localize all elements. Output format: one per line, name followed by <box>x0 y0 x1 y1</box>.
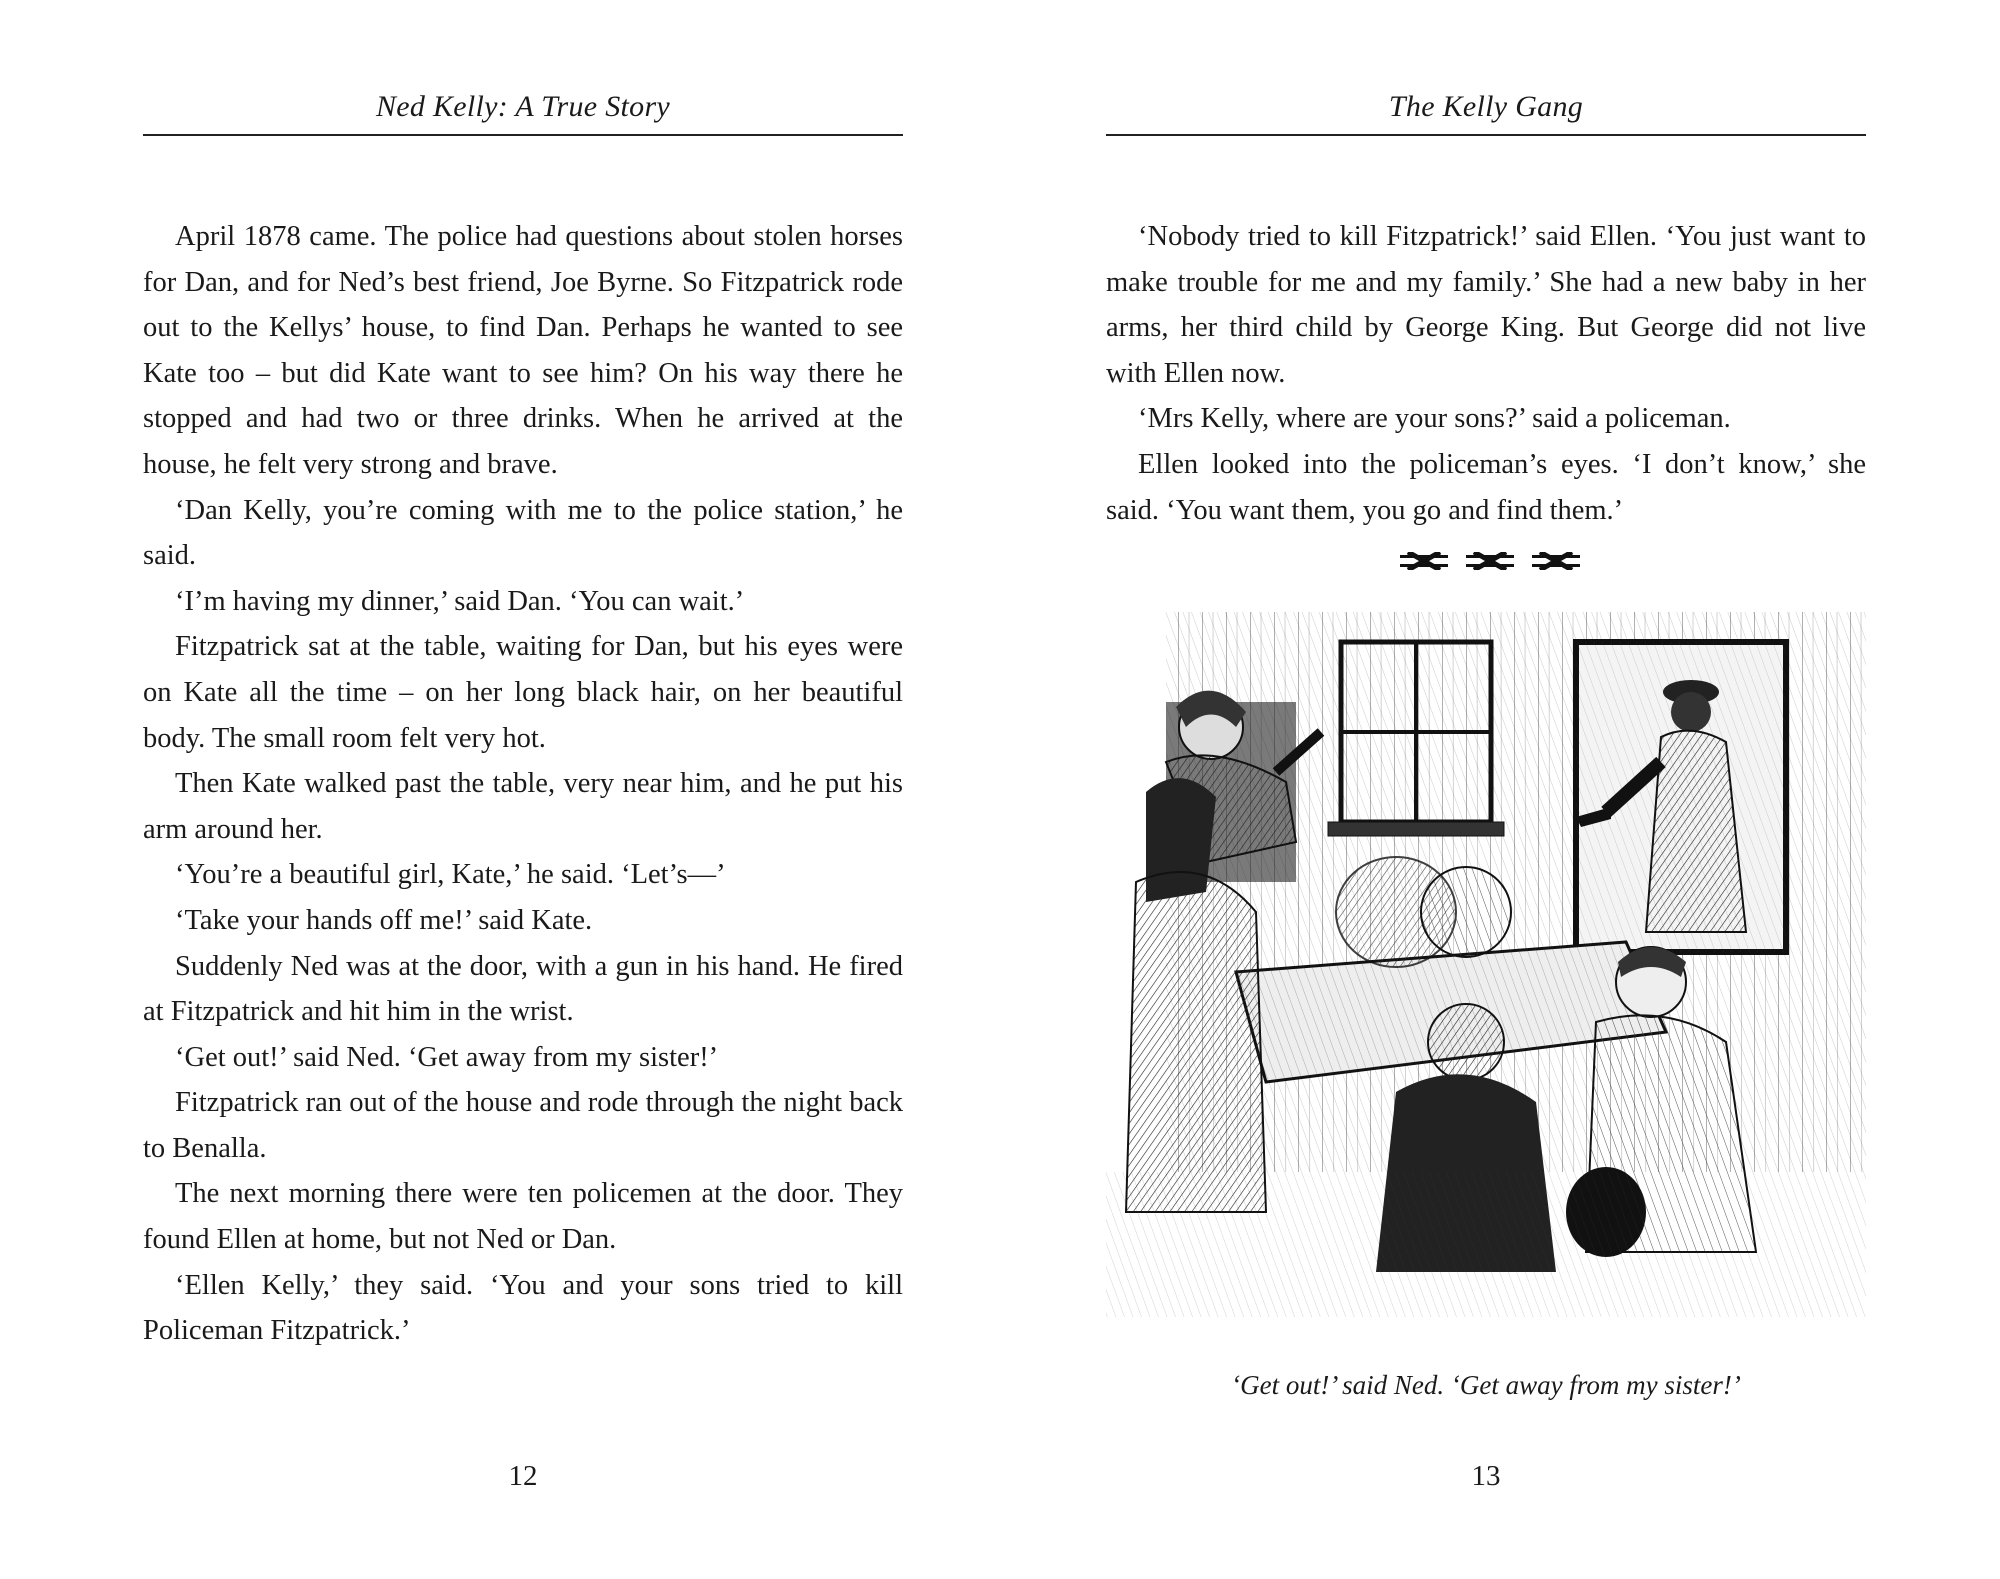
left-body-text <box>143 214 903 1354</box>
section-break-mark <box>1532 552 1580 570</box>
left-page <box>143 0 903 1579</box>
section-break-mark <box>1400 552 1448 570</box>
left-page-number: 12 <box>508 1460 538 1492</box>
paragraph: ‘Dan Kelly, you’re coming with me to the police station,’ he said. <box>143 494 903 572</box>
paragraph: ‘Ellen Kelly,’ they said. ‘You and your sons tried to kill Policeman Fitzpatrick.’ <box>143 1269 903 1347</box>
paragraph: ‘Nobody tried to kill Fitzpatrick!’ said Ellen. ‘You just want to make trouble for me and my family.’ She had a new baby in her arms, her third child by George King. But George did not live with Ellen now. <box>1106 221 1866 389</box>
illustration-caption: ‘Get out!’ said Ned. ‘Get away from my sister!’ <box>1231 1370 1741 1400</box>
paragraph: ‘Get out!’ said Ned. ‘Get away from my sister!’ <box>175 1041 719 1073</box>
paragraph: Then Kate walked past the table, very near him, and he put his arm around her. <box>143 768 903 845</box>
paragraph: Ellen looked into the policeman’s eyes. ‘I don’t know,’ she said. ‘You want them, you go and find them.’ <box>1106 448 1866 526</box>
paragraph: ‘Take your hands off me!’ said Kate. <box>175 904 593 936</box>
right-running-head: The Kelly Gang <box>1388 90 1584 123</box>
ink-illustration-icon <box>1106 612 1866 1317</box>
left-running-head: Ned Kelly: A True Story <box>375 90 671 123</box>
right-body-text <box>1106 214 1866 533</box>
paragraph: Fitzpatrick sat at the table, waiting for Dan, but his eyes were on Kate all the time – on her long black hair, on her beautiful body. The small room felt very hot. <box>143 631 903 754</box>
right-page-number: 13 <box>1471 1460 1501 1492</box>
paragraph: ‘Mrs Kelly, where are your sons?’ said a policeman. <box>1138 403 1731 435</box>
paragraph: The next morning there were ten policemen at the door. They found Ellen at home, but not Ned or Dan. <box>143 1178 903 1256</box>
paragraph: Fitzpatrick ran out of the house and rode through the night back to Benalla. <box>143 1087 903 1164</box>
right-page <box>1106 0 1866 1579</box>
section-break-mark <box>1466 552 1514 570</box>
right-head-rule <box>1106 134 1866 136</box>
paragraph: April 1878 came. The police had questions about stolen horses for Dan, and for Ned’s best friend, Joe Byrne. So Fitzpatrick rode out to the Kellys’ house, to find Dan. Perhaps he wanted to see Kate too – but did Kate want to see him? On his way there he stopped and had two or three drinks. When he arrived at the house, he felt very strong and brave. <box>143 221 903 480</box>
paragraph: Suddenly Ned was at the door, with a gun in his hand. He fired at Fitzpatrick and hit him in the wrist. <box>143 950 903 1028</box>
section-break-icon <box>1400 552 1580 572</box>
left-head-rule <box>143 134 903 136</box>
paragraph: ‘You’re a beautiful girl, Kate,’ he said. ‘Let’s—’ <box>175 859 726 891</box>
paragraph: ‘I’m having my dinner,’ said Dan. ‘You can wait.’ <box>175 585 745 617</box>
